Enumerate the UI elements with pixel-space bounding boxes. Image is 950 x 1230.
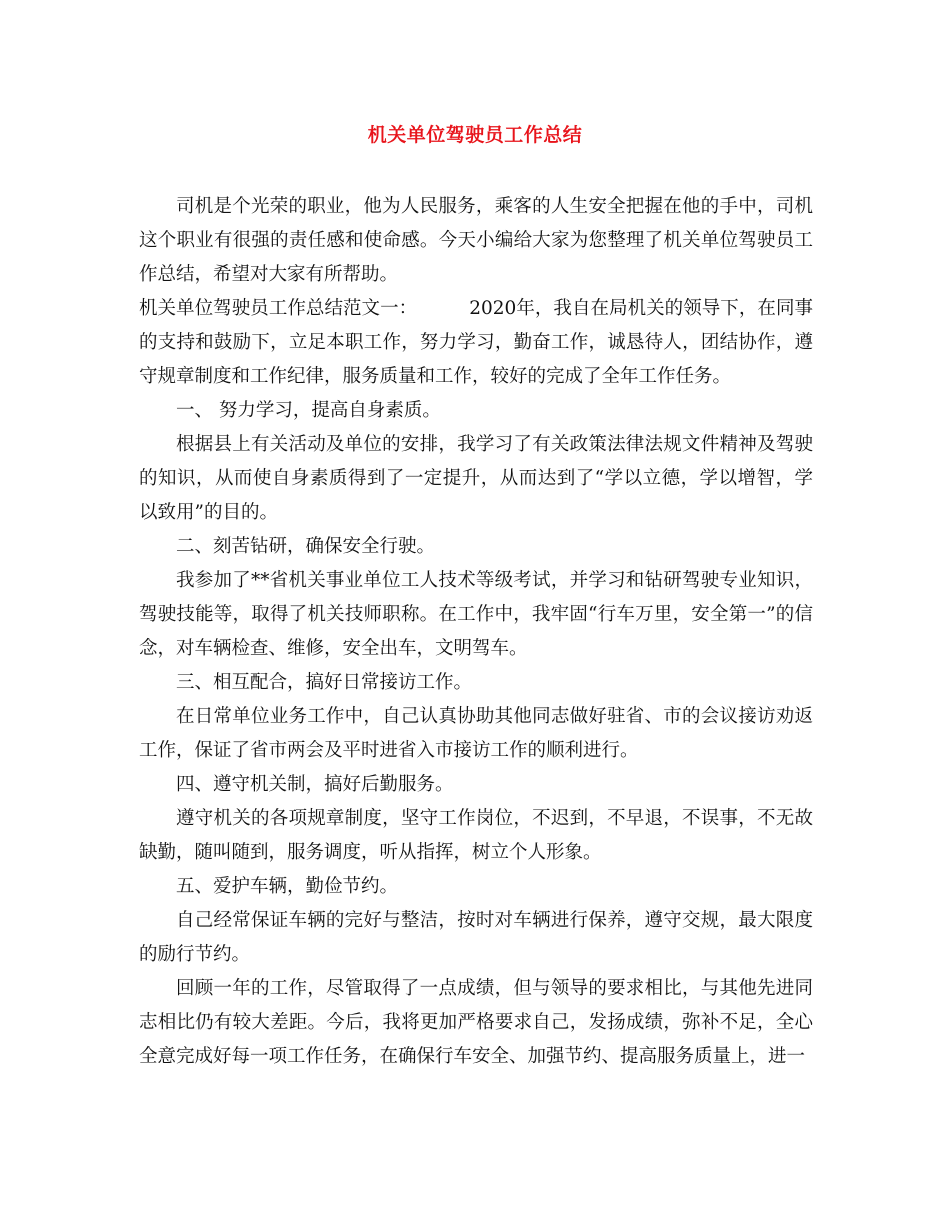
sample-opening: 2020年，我自在局机关的领导下，在同事的支持和鼓励下，立足本职工作，努力学习，勤奋工作，诚恳待人，团结协作，遵守规章制度和工作纪律，服务质量和工作，较好的完成了全年工作任务。 — [139, 298, 813, 387]
section-heading: 三、相互配合，搞好日常接访工作。 — [176, 672, 473, 693]
section-body: 在日常单位业务工作中，自己认真协助其他同志做好驻省、市的会议接访劝返工作，保证了省市两会及平时进省入市接访工作的顺利进行。 — [139, 706, 813, 761]
sample-paragraph — [139, 292, 813, 394]
intro-paragraph: 司机是个光荣的职业，他为人民服务，乘客的人生安全把握在他的手中，司机这个职业有很强的责任感和使命感。今天小编给大家为您整理了机关单位驾驶员工作总结，希望对大家有所帮助。 — [139, 196, 813, 285]
section-body: 根据县上有关活动及单位的安排，我学习了有关政策法律法规文件精神及驾驶的知识，从而使自身素质得到了一定提升，从而达到了“学以立德，学以增智，学以致用”的目的。 — [139, 434, 813, 523]
section-body: 自己经常保证车辆的完好与整洁，按时对车辆进行保养，遵守交规，最大限度的励行节约。 — [139, 910, 813, 965]
closing-paragraph: 回顾一年的工作，尽管取得了一点成绩，但与领导的要求相比，与其他先进同志相比仍有较大差距。今后，我将更加严格要求自己，发扬成绩，弥补不足，全心全意完成好每一项工作任务，在确保行车安全、加强节约、提高服务质量上，进一 — [139, 978, 813, 1067]
section-heading: 五、爱护车辆，勤俭节约。 — [176, 876, 399, 897]
section-heading: 二、刻苦钻研，确保安全行驶。 — [176, 536, 436, 557]
document-title: 机关单位驾驶员工作总结 — [367, 124, 583, 146]
document-body — [139, 190, 813, 1074]
section-body: 遵守机关的各项规章制度，坚守工作岗位，不迟到，不早退，不误事，不无故缺勤，随叫随到，服务调度，听从指挥，树立个人形象。 — [139, 808, 813, 863]
section-body: 我参加了**省机关事业单位工人技术等级考试，并学习和钻研驾驶专业知识，驾驶技能等，取得了机关技师职称。在工作中，我牢固“行车万里，安全第一”的信念，对车辆检查、维修，安全出车，文明驾车。 — [139, 570, 813, 659]
section-heading: 一、 努力学习，提高自身素质。 — [176, 400, 441, 421]
sample-heading: 机关单位驾驶员工作总结范文一： — [139, 298, 418, 319]
section-heading: 四、遵守机关制，搞好后勤服务。 — [176, 774, 454, 795]
